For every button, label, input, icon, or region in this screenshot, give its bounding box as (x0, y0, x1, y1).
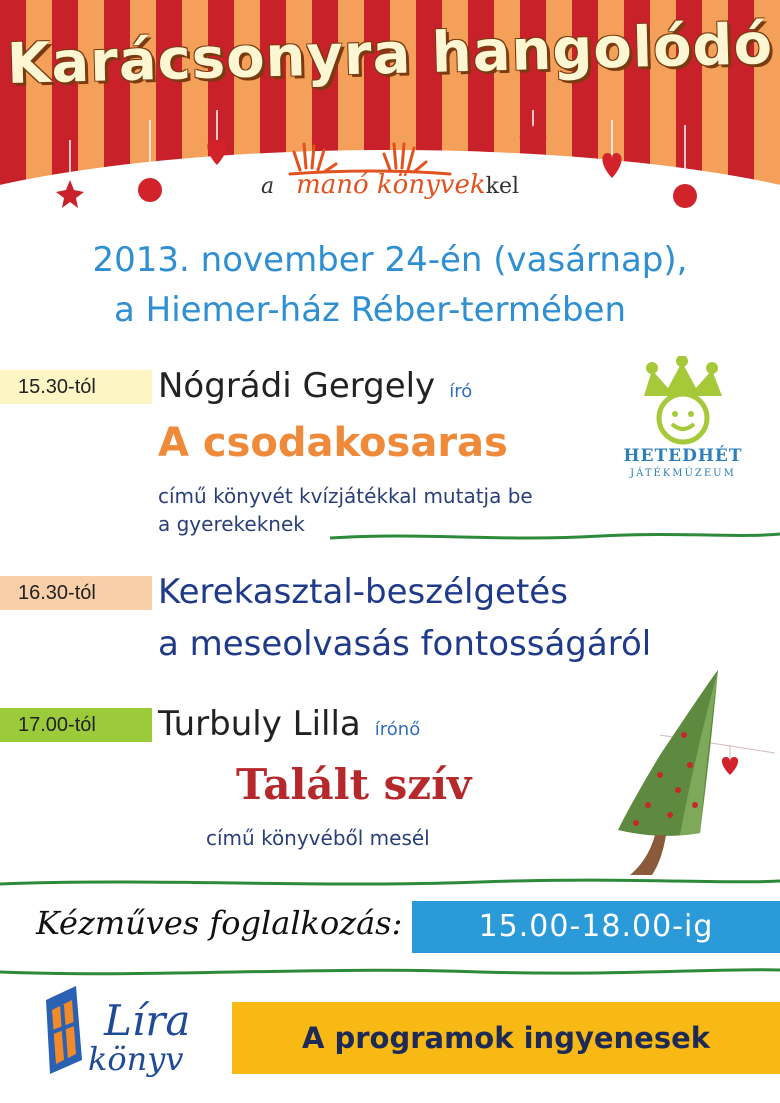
museum-crown-logo (608, 356, 758, 486)
poster-title: Karácsonyra hangolódó (6, 11, 774, 98)
event-venue: a Hiemer-ház Réber-termében (113, 290, 627, 330)
heart-ornament (207, 140, 226, 165)
lira-logo-subtitle: könyv (88, 1040, 184, 1078)
speaker-3-role: írónő (374, 719, 421, 740)
wave-divider-3 (0, 958, 780, 988)
christmas-tree-illustration (600, 665, 780, 895)
lira-logo-name: Líra (104, 996, 191, 1045)
time-badge-2: 16.30-tól (0, 576, 152, 610)
publisher-prefix: a (260, 174, 275, 199)
time-badge-1: 15.30-tól (0, 370, 152, 404)
craft-activity-label: Kézműves foglalkozás: (36, 904, 403, 942)
discussion-heading-2: a meseolvasás fontosságáról (158, 624, 652, 664)
craft-time-banner: 15.00-18.00-ig (412, 901, 780, 953)
speaker-1-role: író (449, 381, 473, 402)
book-title-3: Talált szív (236, 760, 472, 809)
event-date: 2013. november 24-én (vasárnap), (92, 240, 688, 280)
wave-divider-2 (0, 872, 780, 902)
free-programs-banner: A programok ingyenesek (232, 1002, 780, 1074)
publisher-suffix: kel (485, 174, 519, 199)
description-1b: a gyerekeknek (158, 512, 305, 536)
speaker-1 (158, 366, 472, 406)
speaker-1-name: Nógrádi Gergely (158, 366, 436, 406)
publisher-line (0, 170, 780, 200)
description-1a: című könyvét kvízjátékkal mutatja be (158, 484, 533, 508)
book-title-1: A csodakosaras (158, 420, 508, 466)
museum-name: HETEDHÉT (623, 446, 743, 466)
publisher-name: manó könyvek (296, 170, 486, 200)
discussion-heading-1: Kerekasztal-beszélgetés (158, 572, 568, 612)
museum-subtitle: JÁTÉKMÚZEUM (630, 468, 736, 479)
wave-divider-1 (0, 520, 780, 550)
description-3: című könyvéből mesél (206, 826, 430, 850)
time-badge-3: 17.00-tól (0, 708, 152, 742)
speaker-3 (158, 704, 420, 744)
star-ornament-right (519, 125, 547, 153)
speaker-3-name: Turbuly Lilla (158, 704, 361, 744)
